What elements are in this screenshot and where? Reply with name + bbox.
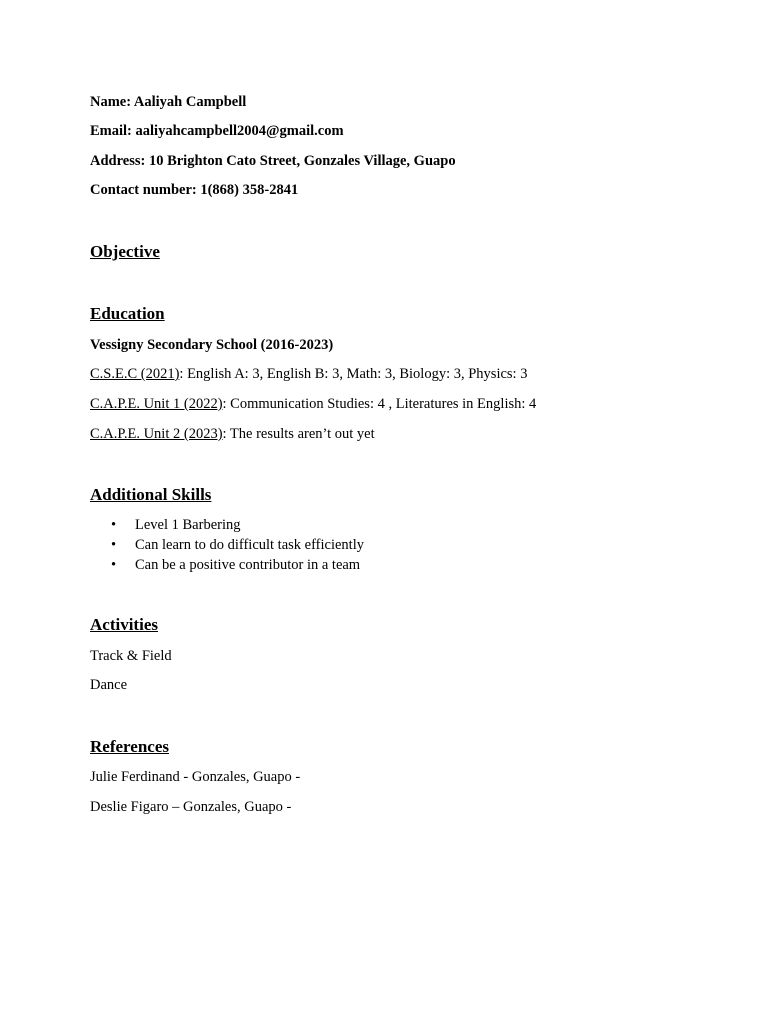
education-result-cape-1 (90, 396, 536, 413)
activity-item: Track & Field (90, 648, 172, 664)
list-item (90, 555, 364, 575)
contact-email: Email: aaliyahcampbell2004@gmail.com (90, 123, 344, 139)
result-exam: C.S.E.C (2021) (90, 366, 180, 382)
education-result-csec (90, 366, 527, 383)
skill-text: Can learn to do difficult task efficiently (135, 537, 364, 553)
reference-item: Deslie Figaro – Gonzales, Guapo - (90, 799, 292, 815)
skill-text: Can be a positive contributor in a team (135, 557, 361, 573)
result-exam: C.A.P.E. Unit 2 (2023) (90, 426, 223, 442)
bullet-icon: • (111, 557, 117, 573)
result-detail: : Communication Studies: 4 , Literatures in English: 4 (222, 396, 537, 412)
result-detail: : The results aren’t out yet (222, 426, 375, 442)
result-exam: C.A.P.E. Unit 1 (2022) (90, 396, 223, 412)
list-item (90, 515, 364, 535)
reference-item: Julie Ferdinand - Gonzales, Guapo - (90, 769, 301, 785)
list-item (90, 535, 364, 555)
education-school: Vessigny Secondary School (2016-2023) (90, 337, 334, 353)
education-heading: Education (90, 304, 165, 323)
references-heading: References (90, 737, 169, 756)
skills-heading: Additional Skills (90, 485, 212, 504)
skill-text: Level 1 Barbering (135, 517, 241, 533)
contact-address: Address: 10 Brighton Cato Street, Gonzales Village, Guapo (90, 153, 456, 169)
bullet-icon: • (111, 517, 117, 533)
objective-heading: Objective (90, 242, 160, 261)
education-result-cape-2 (90, 426, 375, 443)
activity-item: Dance (90, 677, 128, 693)
contact-phone: Contact number: 1(868) 358-2841 (90, 182, 299, 198)
result-detail: : English A: 3, English B: 3, Math: 3, Biology: 3, Physics: 3 (179, 366, 528, 382)
contact-name: Name: Aaliyah Campbell (90, 94, 247, 110)
bullet-icon: • (111, 537, 117, 553)
activities-heading: Activities (90, 615, 158, 634)
skills-list (90, 515, 364, 575)
